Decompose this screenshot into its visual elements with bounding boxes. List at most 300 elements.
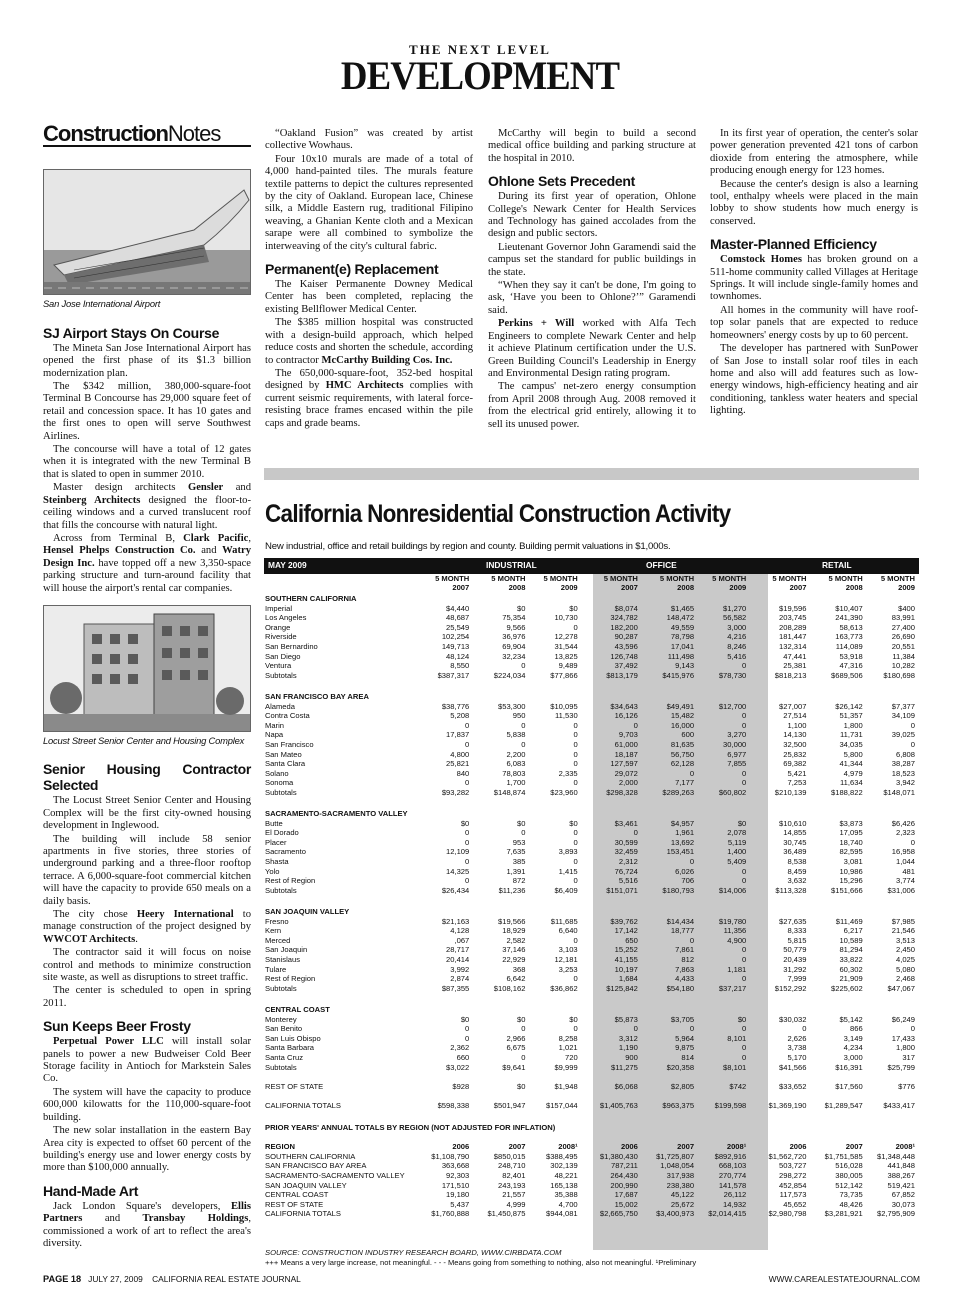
county-row [264,936,919,946]
column-header [750,574,806,592]
value-cell: $151,666 [831,885,863,895]
value-cell: $27,007 [779,701,807,711]
county-name: San Diego [265,651,301,661]
value-cell: 0 [742,1024,747,1034]
value-cell: $5,873 [614,1014,638,1024]
value-cell: 18,523 [891,768,915,778]
construction-notes-heading: ConstructionNotes [43,121,221,146]
value-cell: 14,130 [783,730,807,740]
column-header [469,574,525,592]
value-cell: 21,909 [839,974,863,984]
value-cell: $152,292 [774,983,807,993]
value-cell: $813,179 [606,670,638,680]
value-cell: 17,041 [670,641,695,651]
value-cell: 19,180 [446,1190,470,1200]
value-cell: 950 [512,711,526,721]
value-cell: 0 [465,739,470,749]
value-cell: 15,002 [614,1199,638,1209]
value-cell: $14,434 [666,916,695,926]
region-header-row [264,905,919,917]
value-cell: $77,866 [550,670,578,680]
value-cell: 452,854 [779,1180,807,1190]
value-cell: 7,999 [787,974,807,984]
value-cell: $188,822 [831,787,863,797]
county-row [264,867,919,877]
value-cell: 388,267 [887,1171,915,1181]
value-cell: $818,213 [774,670,807,680]
county-name: San Benito [265,1024,303,1034]
value-cell: $0 [569,818,578,828]
spacer-cell [264,895,919,905]
value-cell: 0 [573,876,578,886]
ohlone-p3: “When they say it can't be done, I'm going to ask, ‘Have you been to Ohlone?’” Garamendi said. [488,280,696,316]
value-cell: 31,544 [554,641,578,651]
county-name: Marin [265,720,284,730]
table-header-bar [264,558,919,574]
region-label: SACRAMENTO-SACRAMENTO VALLEY [265,1171,405,1181]
value-cell: $928 [452,1081,470,1091]
value-cell: 0 [465,857,470,867]
value-cell: 706 [681,876,695,886]
value-cell: 102,254 [441,632,470,642]
value-cell: 270,774 [718,1171,747,1181]
value-cell: 90,287 [614,632,638,642]
value-cell: $963,375 [662,1100,695,1110]
county-name: Subtotals [265,670,297,680]
value-cell: 3,149 [843,1033,863,1043]
value-cell: 30,073 [891,1199,915,1209]
value-cell: 49,559 [670,622,695,632]
region-name: SAN FRANCISCO BAY AREA [265,691,369,701]
county-row [264,1034,919,1044]
value-cell: 0 [742,778,747,788]
value-cell: 0 [521,739,526,749]
value-cell: $6,068 [614,1081,638,1091]
value-cell: 385 [512,857,526,867]
county-name: Tulare [265,964,287,974]
value-cell: 503,727 [779,1161,807,1171]
value-cell: $27,635 [779,916,807,926]
spacer-cell [264,1133,919,1143]
value-cell: 29,072 [614,768,638,778]
value-cell: $26,434 [441,885,470,895]
value-cell: $20,358 [666,1062,695,1072]
county-row [264,652,919,662]
value-cell: $54,180 [666,983,695,993]
value-cell: $10,610 [779,818,807,828]
value-cell: $11,275 [610,1062,638,1072]
value-cell: 9,489 [558,661,578,671]
value-cell: 58,613 [839,622,863,632]
value-cell: 324,782 [610,613,638,623]
value-cell: $7,377 [891,701,915,711]
prior-years-row [264,1152,919,1162]
value-cell: $850,015 [493,1151,526,1161]
column-1 [43,121,252,1251]
value-cell: 5,416 [727,651,747,661]
prior-header-cell: REGION [265,1142,295,1152]
value-cell: 241,390 [835,613,863,623]
county-row [264,917,919,927]
value-cell: 3,738 [787,1043,807,1053]
value-cell: 15,296 [839,876,863,886]
value-cell: 25,821 [446,759,470,769]
county-row [264,604,919,614]
sj-airport-p2: The $342 million, 380,000-square-foot Terminal B Concourse has 29,000 square feet of retail and concession space. It has 10 gates and the first ones to open will serve Southwest Airlines. [43,381,251,442]
county-name: Merced [265,935,291,945]
value-cell: 0 [633,1024,638,1034]
value-cell: 148,472 [666,613,695,623]
value-cell: 8,333 [787,926,807,936]
value-cell: 10,730 [554,613,578,623]
value-cell: 15,252 [614,945,638,955]
value-cell: 0 [689,857,695,867]
column-2 [265,128,473,431]
value-cell: 0 [742,1052,747,1062]
oakland-p1: “Oakland Fusion” was created by artist collective Wowhaus. [265,128,473,152]
value-cell: 11,384 [892,651,915,661]
table-subtitle: New industrial, office and retail buildings by region and county. Building permit valuations in $1,000s. [265,541,671,552]
region-name: SACRAMENTO-SACRAMENTO VALLEY [265,809,408,819]
value-cell: 25,832 [783,749,807,759]
value-cell: $8,074 [614,603,638,613]
value-cell: 48,426 [839,1199,863,1209]
value-cell: 111,498 [667,651,695,661]
value-cell: 17,095 [839,828,863,838]
value-cell: 17,142 [614,926,638,936]
value-cell: $0 [517,603,526,613]
region-label: CENTRAL COAST [265,1190,329,1200]
value-cell: 4,979 [843,768,863,778]
value-cell: 25,672 [670,1199,695,1209]
prior-header-cell: 2008¹ [895,1142,915,1152]
kaiser-title: Permanent(e) Replacement [265,261,439,278]
value-cell: 7,863 [675,964,695,974]
value-cell: 317 [902,1052,915,1062]
county-name: Kern [265,926,282,936]
mccarthy-p1: McCarthy will begin to build a second medical office building and parking structure at the hospital in 2010. [488,128,696,164]
value-cell: 9,703 [618,730,638,740]
value-cell: $1,289,547 [824,1100,863,1110]
value-cell: $400 [898,603,915,613]
value-cell: 132,314 [779,641,807,651]
value-cell: 18,929 [502,926,526,936]
value-cell: $1,751,585 [824,1151,863,1161]
region-name: SAN JOAQUIN VALLEY [265,907,350,916]
prior-years-row [264,1181,919,1191]
value-cell: 0 [742,720,747,730]
value-cell: 50,779 [783,945,807,955]
value-cell: 1,044 [895,857,915,867]
solar-p2: Because the center's design is also a learning tool, enthalpy wheels were placed in the main lobby to show students how much energy is conserved. [710,178,918,227]
value-cell: 317,938 [666,1171,695,1181]
data-table [264,574,919,1219]
table-column-header-row [264,574,919,592]
value-cell: $108,162 [493,983,526,993]
value-cell: 39,025 [891,730,915,740]
value-cell: 36,489 [783,847,807,857]
value-cell: 2,450 [895,945,915,955]
value-cell: $38,776 [441,701,470,711]
hand-made-art-p1: Jack London Square's developers, Ellis Partners and Transbay Holdings, commissioned a work of art to reflect the area's diversity. [43,1200,251,1249]
county-name: Sacramento [265,847,306,857]
value-cell: 2,582 [506,935,526,945]
value-cell: 0 [465,1033,470,1043]
value-cell: 814 [681,1052,695,1062]
value-cell: 1,100 [787,720,807,730]
row-label: CALIFORNIA TOTALS [265,1100,341,1110]
column-header [694,574,750,592]
value-cell: $125,842 [606,983,638,993]
value-cell: 0 [573,749,578,759]
value-cell: 2,312 [618,857,638,867]
value-cell: 34,035 [839,739,863,749]
value-cell: 69,904 [502,641,526,651]
value-cell: 0 [910,1024,915,1034]
value-cell: 10,282 [891,661,915,671]
county-name: San Bernardino [265,641,318,651]
value-cell: 2,362 [450,1043,470,1053]
county-name: Shasta [265,857,289,867]
column-header [582,574,638,592]
county-row [264,945,919,955]
value-cell: 441,848 [887,1161,915,1171]
value-cell: 0 [573,1024,578,1034]
value-cell: 5,409 [727,857,747,867]
airport-photo-caption: San Jose International Airport [43,298,161,310]
value-cell: 6,083 [506,759,526,769]
subtotal-row [264,984,919,994]
value-cell: 4,025 [895,954,915,964]
month-label: MAY 2009 [268,560,307,570]
value-cell: 45,122 [670,1190,695,1200]
value-cell: 4,128 [450,926,470,936]
value-cell: $0 [517,1014,526,1024]
value-cell: 17,433 [891,1033,915,1043]
prior-years-row [264,1161,919,1171]
value-cell: $892,916 [714,1151,747,1161]
value-cell: 37,146 [502,945,526,955]
value-cell: $501,947 [493,1100,526,1110]
value-cell: $0 [517,818,526,828]
value-cell: 10,986 [839,866,863,876]
value-cell: 0 [573,622,578,632]
value-cell: 0 [689,1024,695,1034]
region-label: SAN JOAQUIN VALLEY [265,1180,347,1190]
value-cell: 27,514 [783,711,807,721]
county-name: San Joaquin [265,945,308,955]
county-name: San Francisco [265,739,314,749]
county-row [264,778,919,788]
senior-housing-p2: The building will include 58 senior apartments in five stories, three stories of underground parking and a three-floor rooftop terrace. A 6,000-square-foot commercial kitchen will have the capacity to provide 650 meals on a daily basis. [43,833,251,907]
value-cell: 248,710 [498,1161,526,1171]
value-cell: $151,071 [606,885,638,895]
table-corner-cell [264,574,413,592]
value-cell: $3,281,921 [824,1209,863,1219]
region-header-row [264,592,919,604]
value-cell: 17,837 [446,730,470,740]
value-cell: 953 [512,837,526,847]
value-cell: 2,626 [787,1033,807,1043]
value-cell: 67,852 [891,1190,915,1200]
value-cell: 53,918 [839,651,863,661]
value-cell: 20,414 [446,954,470,964]
value-cell: 3,942 [895,778,915,788]
solar-p1: In its first year of operation, the center's solar power generation prevented 421 tons of carbon dioxide from entering the atmosphere, while producing enough energy for 123 homes. [710,128,918,177]
county-name: Santa Cruz [265,1052,303,1062]
value-cell: 32,500 [783,739,807,749]
value-cell: 61,000 [614,739,638,749]
value-cell: $11,685 [550,916,578,926]
value-cell: $225,602 [831,983,863,993]
region-name: SOUTHERN CALIFORNIA [265,594,357,603]
value-cell: $0 [737,1014,747,1024]
county-name: Orange [265,622,291,632]
subtotal-row [264,1063,919,1073]
value-cell: 76,724 [614,866,638,876]
value-cell: $21,163 [441,916,470,926]
value-cell: 5,170 [787,1052,807,1062]
value-cell: 481 [902,866,915,876]
value-cell: 5,080 [895,964,915,974]
value-cell: 165,138 [550,1180,578,1190]
value-cell: 200,990 [610,1180,638,1190]
value-cell: $3,400,973 [656,1209,695,1219]
sj-airport-p1: The Mineta San Jose International Airport has opened the first phase of its $1.3 billion modernization plan. [43,342,251,379]
value-cell: $9,641 [502,1062,526,1072]
value-cell: $4,957 [670,818,695,828]
value-cell: 4,700 [558,1199,578,1209]
value-cell: 11,634 [840,778,863,788]
table-body [264,574,919,1219]
county-row [264,1015,919,1025]
value-cell: 840 [456,768,470,778]
value-cell: $16,391 [835,1062,863,1072]
county-name: Ventura [265,661,292,671]
value-cell: 0 [742,954,747,964]
value-cell: 4,999 [506,1199,526,1209]
column-header [525,574,581,592]
sj-airport-p5: Across from Terminal B, Clark Pacific, Hensel Phelps Construction Co. and Watry Design Inc. have topped off a new 3,350-space parking structure and turn-around facility that will house the airport's rental car companies. [43,532,251,594]
issue-date: JULY 27, 2009 [88,1274,143,1284]
value-cell: 2,000 [618,778,638,788]
region-label: CALIFORNIA TOTALS [265,1209,341,1219]
value-cell: 6,642 [506,974,526,984]
value-cell: 47,441 [783,651,807,661]
value-cell: $148,071 [883,787,915,797]
value-cell: 31,292 [783,964,807,974]
value-cell: 5,964 [675,1033,695,1043]
county-row [264,1024,919,1034]
county-row [264,632,919,642]
value-cell: $6,409 [554,885,578,895]
value-cell: 4,433 [675,974,695,984]
senior-housing-p1: The Locust Street Senior Center and Housing Complex will be the first city-owned housing development in Inglewood. [43,795,251,832]
value-cell: 0 [573,778,578,788]
county-name: Placer [265,837,287,847]
value-cell: $10,407 [835,603,863,613]
column-header [863,574,919,592]
value-cell: 0 [633,828,638,838]
value-cell: 0 [802,1024,807,1034]
spacer-row [264,895,919,905]
value-cell: 0 [465,778,470,788]
value-cell: 5,421 [787,768,807,778]
value-cell: 2,335 [558,768,578,778]
value-cell: $3,461 [614,818,638,828]
county-name: Subtotals [265,787,297,797]
value-cell: 1,961 [675,828,695,838]
value-cell: 0 [742,711,747,721]
column-header-label: 5 MONTH 2007 [435,574,470,592]
region-header-row [264,1003,919,1015]
spacer-row [264,1072,919,1082]
prior-header-cell: 2006 [789,1142,807,1152]
value-cell: 0 [633,720,638,730]
value-cell: 0 [742,661,747,671]
value-cell: 0 [573,857,578,867]
value-cell: 48,687 [446,613,470,623]
prior-header-cell: 2008¹ [558,1142,578,1152]
value-cell: 117,573 [779,1190,807,1200]
value-cell: 0 [465,837,470,847]
value-cell: 4,800 [450,749,470,759]
county-name: San Luis Obispo [265,1033,321,1043]
value-cell: $2,665,750 [599,1209,638,1219]
value-cell: 1,800 [843,720,863,730]
value-cell: 36,976 [502,632,526,642]
county-name: El Dorado [265,828,299,838]
value-cell: $742 [729,1081,747,1091]
value-cell: 73,735 [839,1190,863,1200]
value-cell: 2,200 [506,749,526,759]
value-cell: 11,356 [723,926,747,936]
value-cell: 18,740 [839,837,863,847]
value-cell: $1,369,190 [768,1100,807,1110]
county-row [264,838,919,848]
county-row [264,661,919,671]
value-cell: 11,731 [840,730,863,740]
prior-header-cell: 2008¹ [726,1142,747,1152]
construction-activity-table [264,558,919,1219]
value-cell: $157,044 [545,1100,578,1110]
kaiser-p3: The 650,000-square-foot, 352-bed hospital designed by HMC Architects complies with current seismic requirements, with lateral force-resisting brace frames encased within the pile caps and grade beams. [265,367,473,429]
column-header-label: 5 MONTH 2007 [603,574,638,592]
value-cell: 0 [742,876,747,886]
value-cell: $39,762 [610,916,638,926]
value-cell: 1,700 [506,778,526,788]
value-cell: $41,566 [779,1062,807,1072]
value-cell: $60,802 [718,787,747,797]
table-note: +++ Means a very large increase, not meaningful. - - - Means going from something to nothing, also not meaningful. ¹Preliminary [265,1258,697,1267]
value-cell: $148,874 [493,787,526,797]
spacer-cell [264,1110,919,1120]
hand-made-art-title: Hand-Made Art [43,1182,139,1199]
county-name: Fresno [265,916,289,926]
value-cell: 5,800 [843,749,863,759]
value-cell: $23,960 [550,787,578,797]
kaiser-p1: The Kaiser Permanente Downey Medical Center has been completed, replacing the existing Bellflower Medical Center. [265,279,473,315]
value-cell: 3,513 [895,935,915,945]
value-cell: $0 [569,603,578,613]
value-cell: 0 [573,974,578,984]
ohlone-title: Ohlone Sets Precedent [488,173,635,190]
value-cell: 6,640 [558,926,578,936]
county-row [264,711,919,721]
value-cell: 18,777 [670,926,695,936]
region-header-row [264,690,919,702]
county-row [264,847,919,857]
